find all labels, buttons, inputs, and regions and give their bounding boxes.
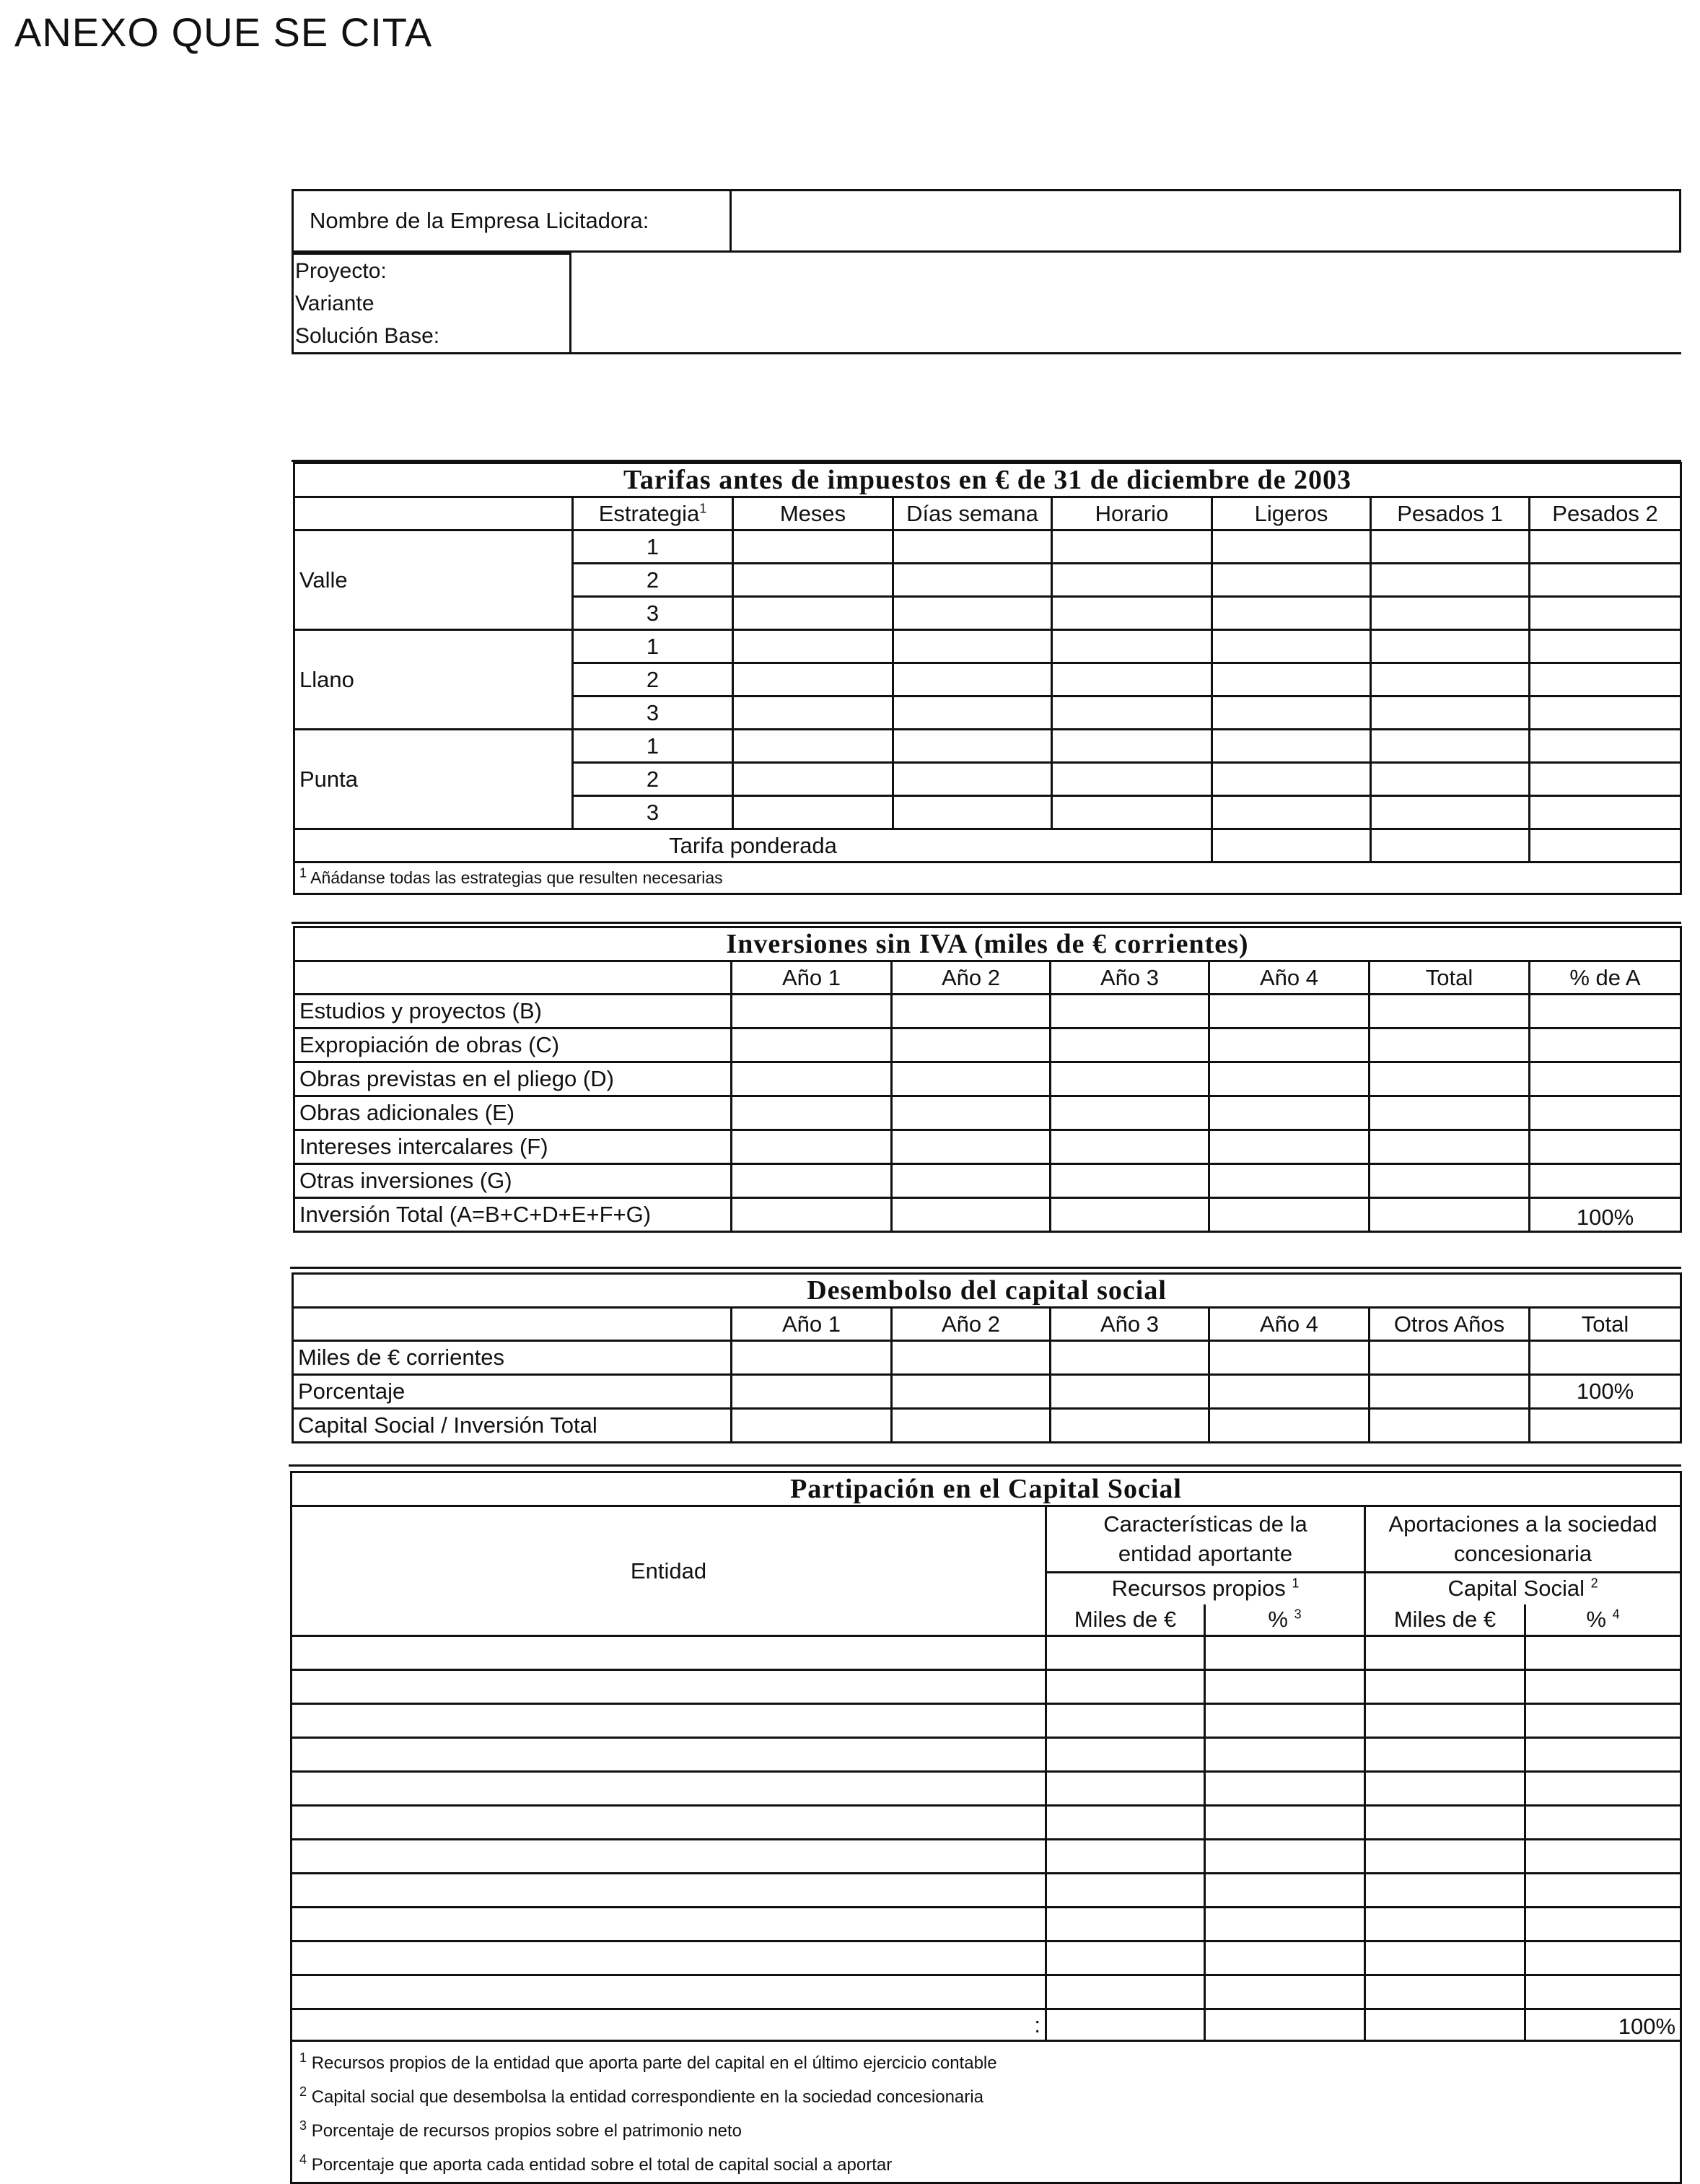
tarifas-table bbox=[293, 462, 1682, 895]
entity-row[interactable] bbox=[292, 1908, 1046, 1941]
entity-row[interactable] bbox=[292, 1738, 1046, 1772]
strategy-cell: 2 bbox=[573, 564, 733, 597]
inversiones-title: Inversiones sin IVA (miles de € corrientes) bbox=[294, 927, 1681, 961]
col-ano-2: Año 2 bbox=[892, 1308, 1051, 1341]
col-ano-3: Año 3 bbox=[1051, 1308, 1209, 1341]
col-ano-1: Año 1 bbox=[732, 961, 892, 995]
strategy-cell: 3 bbox=[573, 796, 733, 829]
row-label: Porcentaje bbox=[293, 1375, 732, 1409]
entity-row[interactable] bbox=[292, 1941, 1046, 1975]
strategy-cell: 2 bbox=[573, 763, 733, 796]
entity-row[interactable] bbox=[292, 1874, 1046, 1908]
col-ano-4: Año 4 bbox=[1209, 961, 1370, 995]
col-ano-1: Año 1 bbox=[732, 1308, 892, 1341]
col-ligeros: Ligeros bbox=[1212, 497, 1371, 530]
col-pesados-1: Pesados 1 bbox=[1371, 497, 1530, 530]
participacion-title: Partipación en el Capital Social bbox=[292, 1472, 1681, 1506]
group-valle: Valle bbox=[294, 530, 573, 630]
group-caracteristicas: Características de la entidad aportante bbox=[1046, 1506, 1365, 1573]
col-total: Total bbox=[1530, 1308, 1681, 1341]
col-ano-4: Año 4 bbox=[1209, 1308, 1370, 1341]
group-llano: Llano bbox=[294, 630, 573, 730]
base-solution-label: Solución Base: bbox=[295, 324, 440, 348]
strategy-cell: 1 bbox=[573, 530, 733, 564]
participacion-footnotes bbox=[292, 2041, 1681, 2183]
sub-capital-social: Capital Social $^2$ bbox=[1365, 1573, 1681, 1604]
strategy-cell: 1 bbox=[573, 630, 733, 663]
entity-row[interactable] bbox=[292, 1670, 1046, 1704]
row-label: Miles de € corrientes bbox=[293, 1341, 732, 1375]
col-estrategia: Estrategia$^1$ bbox=[573, 497, 733, 530]
footnote-3: $^3$ Porcentaje de recursos propios sobre el patrimonio neto bbox=[299, 2118, 742, 2141]
strategy-cell: 1 bbox=[573, 730, 733, 763]
entity-row[interactable] bbox=[292, 1840, 1046, 1874]
row-label: Capital Social / Inversión Total bbox=[293, 1409, 732, 1443]
total-marker: : bbox=[292, 2009, 1046, 2041]
footnote-2: $^2$ Capital social que desembolsa la entidad correspondiente en la sociedad concesionaria bbox=[299, 2084, 983, 2107]
company-form bbox=[292, 189, 1681, 253]
row-label: Estudios y proyectos (B) bbox=[294, 995, 732, 1028]
row-label-total: Inversión Total (A=B+C+D+E+F+G) bbox=[294, 1198, 732, 1232]
col-horario: Horario bbox=[1052, 497, 1212, 530]
project-labels bbox=[293, 254, 571, 354]
col-ano-3: Año 3 bbox=[1051, 961, 1209, 995]
strategy-cell: 2 bbox=[573, 663, 733, 696]
total-pct: 100% bbox=[1530, 1198, 1681, 1232]
strategy-cell: 3 bbox=[573, 696, 733, 730]
project-label: Proyecto: bbox=[295, 259, 387, 283]
desembolso-title: Desembolso del capital social bbox=[293, 1274, 1681, 1308]
entity-row[interactable] bbox=[292, 1772, 1046, 1806]
col-pct-2: % $^4$ bbox=[1525, 1604, 1681, 1636]
strategy-cell: 3 bbox=[573, 597, 733, 630]
company-label: Nombre de la Empresa Licitadora: bbox=[293, 191, 731, 252]
weighted-tariff-label: Tarifa ponderada bbox=[294, 829, 1212, 862]
row-label: Intereses intercalares (F) bbox=[294, 1130, 732, 1164]
col-total: Total bbox=[1370, 961, 1530, 995]
inversiones-table bbox=[293, 926, 1682, 1233]
desembolso-table bbox=[292, 1272, 1682, 1443]
entity-row[interactable] bbox=[292, 1704, 1046, 1738]
col-pct-a: % de A bbox=[1530, 961, 1681, 995]
tarifas-footnote: $^1$ Añádanse todas las estrategias que resulten necesarias bbox=[294, 862, 1681, 894]
row-label: Obras adicionales (E) bbox=[294, 1096, 732, 1130]
variant-label: Variante bbox=[295, 292, 374, 315]
col-pesados-2: Pesados 2 bbox=[1530, 497, 1681, 530]
footnote-4: $^4$ Porcentaje que aporta cada entidad sobre el total de capital social a aportar bbox=[299, 2152, 893, 2175]
project-input[interactable] bbox=[571, 254, 1682, 354]
total-pct: 100% bbox=[1525, 2009, 1681, 2041]
tarifas-title: Tarifas antes de impuestos en € de 31 de diciembre de 2003 bbox=[294, 463, 1681, 497]
participacion-table bbox=[290, 1471, 1682, 2184]
sub-recursos-propios: Recursos propios $^1$ bbox=[1046, 1573, 1365, 1604]
group-aportaciones: Aportaciones a la sociedad concesionaria bbox=[1365, 1506, 1681, 1573]
col-ano-2: Año 2 bbox=[892, 961, 1051, 995]
row-label: Expropiación de obras (C) bbox=[294, 1028, 732, 1062]
page-title: ANEXO QUE SE CITA bbox=[14, 9, 433, 55]
entity-header: Entidad bbox=[292, 1506, 1046, 1636]
col-miles-1: Miles de € bbox=[1046, 1604, 1205, 1636]
col-meses: Meses bbox=[733, 497, 893, 530]
group-punta: Punta bbox=[294, 730, 573, 829]
entity-row[interactable] bbox=[292, 1636, 1046, 1670]
total-pct: 100% bbox=[1530, 1375, 1681, 1409]
col-otros-anos: Otros Años bbox=[1370, 1308, 1530, 1341]
col-miles-2: Miles de € bbox=[1365, 1604, 1525, 1636]
row-label: Obras previstas en el pliego (D) bbox=[294, 1062, 732, 1096]
entity-row[interactable] bbox=[292, 1975, 1046, 2009]
col-pct-1: % $^3$ bbox=[1205, 1604, 1365, 1636]
row-label: Otras inversiones (G) bbox=[294, 1164, 732, 1198]
company-input[interactable] bbox=[731, 191, 1681, 252]
col-dias-semana: Días semana bbox=[893, 497, 1052, 530]
project-form bbox=[292, 253, 1681, 354]
footnote-1: $^1$ Recursos propios de la entidad que aporta parte del capital en el último ejercicio contable bbox=[299, 2050, 997, 2073]
entity-row[interactable] bbox=[292, 1806, 1046, 1840]
